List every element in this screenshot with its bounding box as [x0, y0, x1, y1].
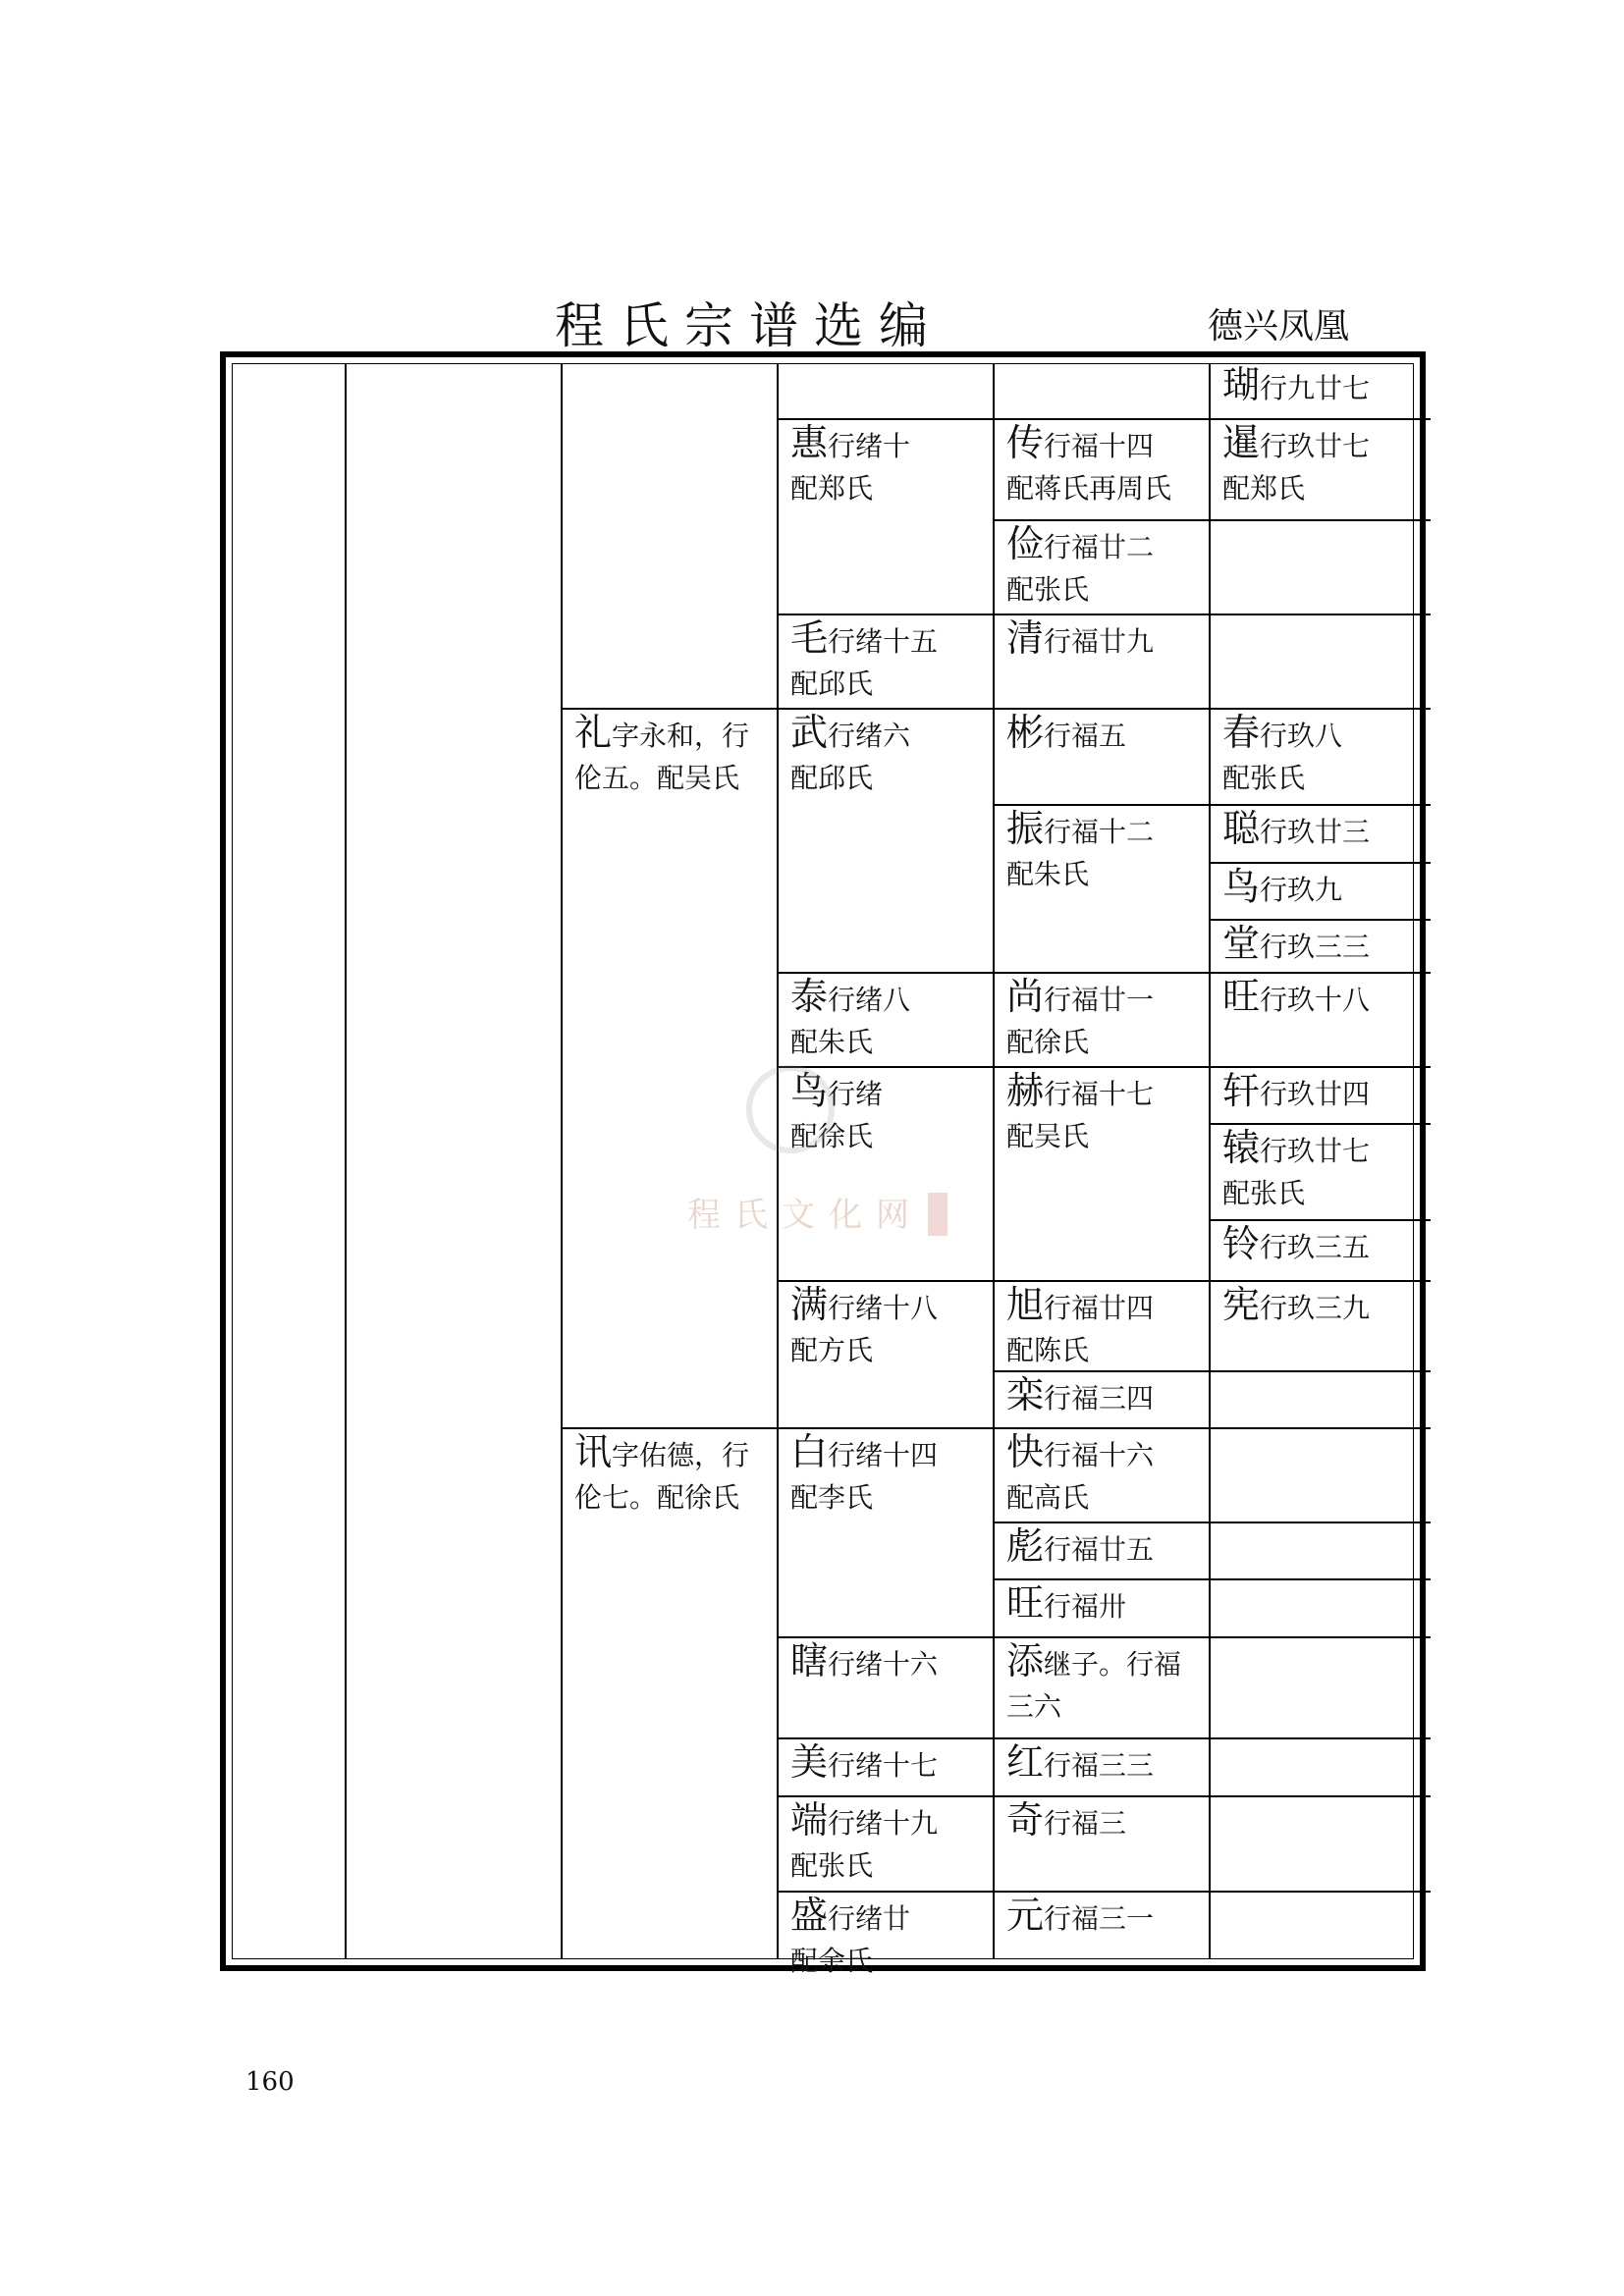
gen3-entry — [561, 1431, 777, 1518]
person-note: 行绪十四 — [828, 1439, 939, 1471]
gen5-entry — [993, 1799, 1209, 1848]
person-name: 旺 — [1222, 976, 1261, 1018]
gen5-entry — [993, 1284, 1209, 1370]
spouse-note: 配吴氏 — [1006, 1120, 1090, 1152]
person-name: 传 — [1006, 422, 1045, 464]
spouse-note: 配邱氏 — [790, 762, 874, 794]
spouse-note: 配张氏 — [1222, 1177, 1306, 1209]
person-note: 行福十六 — [1044, 1439, 1155, 1471]
row-divider — [561, 1427, 1431, 1429]
row-divider — [777, 1891, 1431, 1893]
watermark-text: 程氏文化网 — [687, 1196, 923, 1235]
row-divider — [993, 804, 1431, 806]
person-note: 行绪十七 — [828, 1749, 939, 1782]
spouse-note: 配徐氏 — [790, 1120, 874, 1152]
person-name: 鸟 — [790, 1070, 829, 1112]
person-name: 鸟 — [1222, 866, 1261, 908]
gen4-entry — [777, 1640, 993, 1689]
person-name: 栾 — [1006, 1374, 1045, 1416]
gen6-entry — [1209, 808, 1431, 857]
row-divider — [1209, 919, 1431, 921]
person-note-continued: 伦五。配吴氏 — [574, 762, 740, 794]
person-name: 彬 — [1006, 712, 1045, 754]
page-subtitle: 德兴凤凰 — [1208, 306, 1350, 347]
person-note: 行福廿二 — [1044, 531, 1155, 563]
spouse-note: 配徐氏 — [1006, 1026, 1090, 1058]
row-divider — [777, 1636, 1431, 1638]
gen5-entry — [993, 1582, 1209, 1631]
gen5-entry — [993, 617, 1209, 667]
person-note: 行福廿一 — [1044, 984, 1155, 1016]
person-note-continued: 三六 — [1006, 1690, 1062, 1723]
spouse-note: 配朱氏 — [790, 1026, 874, 1058]
spouse-note: 配方氏 — [790, 1334, 874, 1366]
gen5-entry — [993, 422, 1209, 508]
person-note: 行绪十六 — [828, 1648, 939, 1681]
gen6-entry — [1209, 1070, 1431, 1119]
gen4-entry — [777, 1431, 993, 1518]
gen4-entry — [777, 1895, 993, 1981]
spouse-note: 配李氏 — [790, 1481, 874, 1514]
person-note: 继子。行福 — [1044, 1648, 1182, 1681]
spouse-note: 配陈氏 — [1006, 1334, 1090, 1366]
row-divider — [777, 1280, 1431, 1282]
gen5-entry — [993, 712, 1209, 761]
person-note: 行福十七 — [1044, 1078, 1155, 1110]
person-name: 毛 — [790, 617, 829, 660]
watermark-stamp-icon — [928, 1193, 947, 1236]
person-note: 行玖廿七 — [1260, 1135, 1371, 1167]
gen6-entry — [1209, 923, 1431, 972]
gen6-entry — [1209, 1127, 1431, 1213]
genealogy-table — [220, 351, 1426, 1977]
gen3-entry — [561, 712, 777, 798]
page-number: 160 — [245, 2067, 295, 2097]
spouse-note: 配张氏 — [1222, 762, 1306, 794]
row-divider — [777, 418, 1431, 420]
person-note: 行玖十八 — [1260, 984, 1371, 1016]
person-name: 盛 — [790, 1895, 829, 1937]
gen6-entry — [1209, 1223, 1431, 1272]
person-note: 行玖三九 — [1260, 1292, 1371, 1324]
row-divider — [561, 708, 1431, 710]
column-divider — [777, 364, 779, 1958]
column-divider — [345, 364, 347, 1958]
person-note: 行福三一 — [1044, 1902, 1155, 1935]
person-note: 行绪十九 — [828, 1807, 939, 1840]
row-divider — [1209, 1219, 1431, 1221]
person-note: 行绪 — [828, 1078, 884, 1110]
person-note: 行福三三 — [1044, 1749, 1155, 1782]
row-divider — [1209, 862, 1431, 864]
gen6-entry — [1209, 976, 1431, 1025]
genealogy-table-inner — [232, 363, 1414, 1977]
person-name: 堂 — [1222, 923, 1261, 965]
row-divider — [993, 1578, 1431, 1580]
person-note: 行福五 — [1044, 720, 1127, 752]
person-note: 行玖八 — [1260, 720, 1343, 752]
person-note: 行福廿五 — [1044, 1533, 1155, 1566]
person-name: 奇 — [1006, 1799, 1045, 1842]
person-note: 行福卅 — [1044, 1590, 1127, 1623]
person-name: 辕 — [1222, 1127, 1261, 1169]
person-note: 行福三四 — [1044, 1382, 1155, 1415]
person-note: 行绪八 — [828, 984, 911, 1016]
gen5-entry — [993, 1640, 1209, 1727]
gen5-entry — [993, 523, 1209, 610]
person-name: 振 — [1006, 808, 1045, 850]
gen5-entry — [993, 976, 1209, 1062]
gen5-entry — [993, 1431, 1209, 1518]
column-divider — [561, 364, 563, 1958]
person-note: 行绪廿 — [828, 1902, 911, 1935]
gen6-entry — [1209, 866, 1431, 915]
row-divider — [993, 519, 1431, 521]
person-name: 惠 — [790, 422, 829, 464]
person-name: 轩 — [1222, 1070, 1261, 1112]
spouse-note: 配郑氏 — [790, 472, 874, 505]
gen4-entry — [777, 976, 993, 1062]
row-divider — [993, 1370, 1431, 1372]
gen5-entry — [993, 1374, 1209, 1423]
row-divider — [993, 1522, 1431, 1523]
spouse-note: 配余氏 — [790, 1945, 874, 1977]
watermark-seal-icon — [746, 1065, 835, 1153]
person-note: 行绪六 — [828, 720, 911, 752]
row-divider — [777, 972, 1431, 974]
person-note: 行福三 — [1044, 1807, 1127, 1840]
person-name: 旺 — [1006, 1582, 1045, 1625]
person-name: 瞎 — [790, 1640, 829, 1682]
person-note-continued: 伦七。配徐氏 — [574, 1481, 740, 1514]
person-name: 暹 — [1222, 422, 1261, 464]
spouse-note: 配郑氏 — [1222, 472, 1306, 505]
person-name: 添 — [1006, 1640, 1045, 1682]
person-note: 行福廿四 — [1044, 1292, 1155, 1324]
person-note: 行玖九 — [1260, 874, 1343, 906]
person-name: 瑚 — [1222, 364, 1261, 406]
person-name: 白 — [790, 1431, 829, 1473]
row-divider — [1209, 1123, 1431, 1125]
person-note: 字永和，行 — [612, 720, 750, 752]
gen4-entry — [777, 1799, 993, 1886]
person-note: 行绪十 — [828, 430, 911, 462]
page-title: 程氏宗谱选编 — [555, 297, 944, 354]
person-note: 行玖廿三 — [1260, 816, 1371, 848]
gen4-entry — [777, 712, 993, 798]
row-divider — [777, 614, 1431, 615]
spouse-note: 配张氏 — [790, 1849, 874, 1882]
gen5-entry — [993, 1741, 1209, 1790]
person-name: 泰 — [790, 976, 829, 1018]
person-name: 赫 — [1006, 1070, 1045, 1112]
gen4-entry — [777, 617, 993, 704]
spouse-note: 配邱氏 — [790, 667, 874, 700]
gen6-entry — [1209, 422, 1431, 508]
person-name: 礼 — [574, 712, 613, 754]
person-name: 清 — [1006, 617, 1045, 660]
spouse-note: 配张氏 — [1006, 573, 1090, 606]
person-note: 行绪十五 — [828, 625, 939, 658]
gen4-entry — [777, 422, 993, 508]
gen5-entry — [993, 808, 1209, 894]
person-note: 行玖廿四 — [1260, 1078, 1371, 1110]
person-note: 行玖三三 — [1260, 931, 1371, 963]
spouse-note: 配朱氏 — [1006, 858, 1090, 890]
person-note: 行福廿九 — [1044, 625, 1155, 658]
gen6-entry — [1209, 364, 1431, 413]
person-name: 春 — [1222, 712, 1261, 754]
person-name: 红 — [1006, 1741, 1045, 1784]
person-name: 旭 — [1006, 1284, 1045, 1326]
person-note: 行九廿七 — [1260, 372, 1371, 404]
gen5-entry — [993, 1895, 1209, 1944]
gen5-entry — [993, 1525, 1209, 1575]
gen6-entry — [1209, 1284, 1431, 1333]
person-name: 铃 — [1222, 1223, 1261, 1265]
person-name: 满 — [790, 1284, 829, 1326]
person-note: 行福十二 — [1044, 816, 1155, 848]
person-name: 端 — [790, 1799, 829, 1842]
gen6-entry — [1209, 712, 1431, 798]
person-note: 行玖廿七 — [1260, 430, 1371, 462]
gen4-entry — [777, 1741, 993, 1790]
person-note: 字佑德，行 — [612, 1439, 750, 1471]
person-name: 聪 — [1222, 808, 1261, 850]
person-note: 行绪十八 — [828, 1292, 939, 1324]
person-note: 行玖三五 — [1260, 1231, 1371, 1263]
person-name: 快 — [1006, 1431, 1045, 1473]
person-name: 元 — [1006, 1895, 1045, 1937]
person-name: 武 — [790, 712, 829, 754]
row-divider — [777, 1066, 1431, 1068]
person-name: 宪 — [1222, 1284, 1261, 1326]
row-divider — [777, 1795, 1431, 1797]
person-name: 美 — [790, 1741, 829, 1784]
person-name: 讯 — [574, 1431, 613, 1473]
spouse-note: 配高氏 — [1006, 1481, 1090, 1514]
person-note: 行福十四 — [1044, 430, 1155, 462]
person-name: 彪 — [1006, 1525, 1045, 1568]
gen5-entry — [993, 1070, 1209, 1156]
person-name: 俭 — [1006, 523, 1045, 565]
row-divider — [777, 1737, 1431, 1739]
person-name: 尚 — [1006, 976, 1045, 1018]
gen4-entry — [777, 1284, 993, 1370]
spouse-note: 配蒋氏再周氏 — [1006, 472, 1172, 505]
